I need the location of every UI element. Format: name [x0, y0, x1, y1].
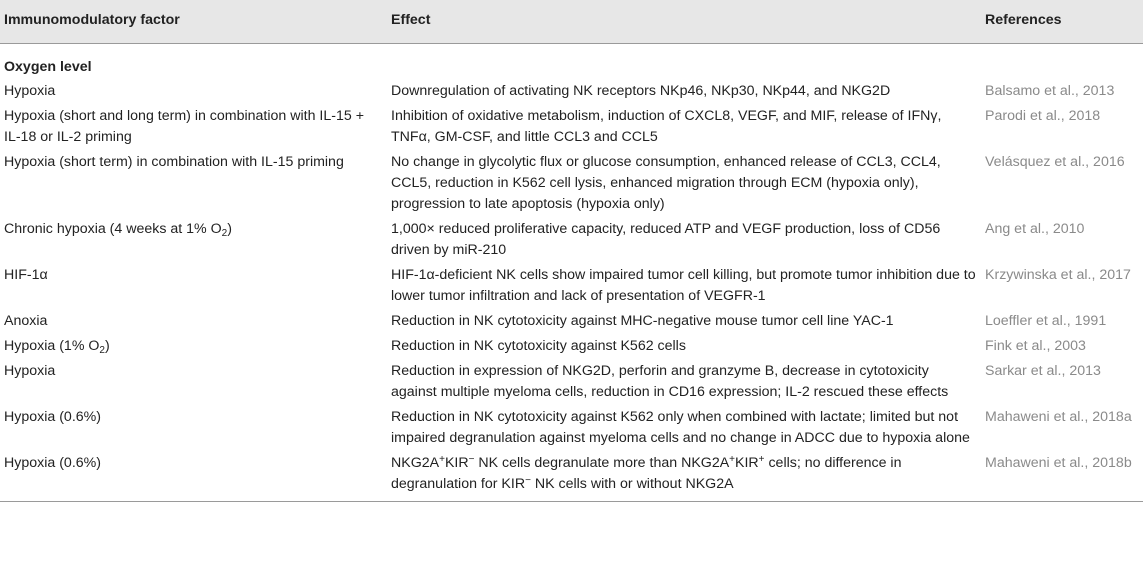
superscript-text: +: [439, 454, 445, 465]
effect-cell: [387, 451, 981, 502]
factor-cell: HIF-1α: [4, 267, 48, 283]
table-row: [0, 217, 1143, 263]
effect-text: NK cells degranulate more than NKG2A: [474, 455, 730, 471]
reference-cell: Parodi et al., 2018: [985, 108, 1101, 124]
factor-text: Chronic hypoxia (4 weeks at 1% O: [4, 221, 222, 237]
superscript-text: −: [525, 475, 531, 486]
table-row: [0, 359, 1143, 405]
table-row: [0, 150, 1143, 217]
header-references: References: [985, 12, 1062, 28]
effect-text: NKG2A: [391, 455, 440, 471]
table-header-row: [0, 0, 1143, 44]
effect-cell: Inhibition of oxidative metabolism, induction of CXCL8, VEGF, and MIF, release of IFNγ, TNFα, GM-CSF, and little CCL3 and CCL5: [391, 108, 942, 145]
factor-text: Hypoxia (1% O: [4, 338, 100, 354]
reference-cell: Mahaweni et al., 2018a: [985, 409, 1132, 425]
superscript-text: −: [468, 454, 475, 465]
header-factor: Immunomodulatory factor: [4, 12, 180, 28]
factor-cell: Hypoxia (short term) in combination with IL-15 priming: [4, 154, 344, 170]
effect-cell: Downregulation of activating NK receptors NKp46, NKp30, NKp44, and NKG2D: [391, 83, 891, 99]
reference-cell: Ang et al., 2010: [985, 221, 1085, 237]
table-row: [0, 79, 1143, 104]
factor-text-end: ): [104, 338, 110, 354]
reference-cell: Sarkar et al., 2013: [985, 363, 1101, 379]
reference-cell: Fink et al., 2003: [985, 338, 1086, 354]
effect-cell: HIF-1α-deficient NK cells show impaired tumor cell killing, but promote tumor inhibition due to lower tumor infiltration and lack of presentation of VEGFR-1: [391, 267, 976, 304]
effect-cell: No change in glycolytic flux or glucose consumption, enhanced release of CCL3, CCL4, CCL5, reduction in K562 cell lysis, enhanced migration through ECM (hypoxia only), progression to late apoptosis (hypoxia only): [391, 154, 941, 212]
factor-text-end: ): [227, 221, 232, 237]
header-effect: Effect: [391, 12, 431, 28]
superscript-text: +: [758, 454, 765, 465]
factor-cell: Hypoxia (short and long term) in combination with IL-15 + IL-18 or IL-2 priming: [4, 108, 364, 145]
reference-cell: Loeffler et al., 1991: [985, 313, 1107, 329]
subscript-text: 2: [99, 345, 105, 356]
effect-text: NK cells with or without NKG2A: [530, 476, 734, 492]
section-title: Oxygen level: [4, 59, 92, 75]
table-row: [0, 309, 1143, 334]
effect-cell: Reduction in expression of NKG2D, perforin and granzyme B, decrease in cytotoxicity against multiple myeloma cells, reduction in CD16 expression; IL-2 rescued these effects: [391, 363, 949, 400]
table-row: [0, 405, 1143, 451]
reference-cell: Krzywinska et al., 2017: [985, 267, 1131, 283]
effect-cell: Reduction in NK cytotoxicity against MHC-negative mouse tumor cell line YAC-1: [391, 313, 894, 329]
factor-cell: [0, 334, 387, 359]
effect-cell: 1,000× reduced proliferative capacity, reduced ATP and VEGF production, loss of CD56 driven by miR-210: [391, 221, 941, 258]
factor-cell: Hypoxia: [4, 363, 56, 379]
reference-cell: Mahaweni et al., 2018b: [985, 455, 1132, 471]
table-row: [0, 104, 1143, 150]
table-row: [0, 334, 1143, 359]
effect-cell: Reduction in NK cytotoxicity against K562 cells: [391, 338, 686, 354]
effect-text: cells; no difference in degranulation for KIR: [391, 455, 902, 492]
reference-cell: Balsamo et al., 2013: [985, 83, 1115, 99]
factor-cell: Anoxia: [4, 313, 48, 329]
subscript-text: 2: [221, 228, 228, 239]
factor-cell: Hypoxia (0.6%): [4, 455, 101, 471]
effect-text: KIR: [735, 455, 759, 471]
effect-cell: Reduction in NK cytotoxicity against K562 only when combined with lactate; limited but not impaired degranulation against myeloma cells and no change in ADCC due to hypoxia alone: [391, 409, 970, 446]
section-row: [0, 44, 1143, 80]
factor-cell: [0, 217, 387, 263]
effect-text: KIR: [444, 455, 469, 471]
table-row: [0, 451, 1143, 502]
factor-cell: Hypoxia: [4, 83, 56, 99]
factor-cell: Hypoxia (0.6%): [4, 409, 101, 425]
reference-cell: Velásquez et al., 2016: [985, 154, 1125, 170]
table-row: [0, 263, 1143, 309]
superscript-text: +: [729, 454, 736, 465]
